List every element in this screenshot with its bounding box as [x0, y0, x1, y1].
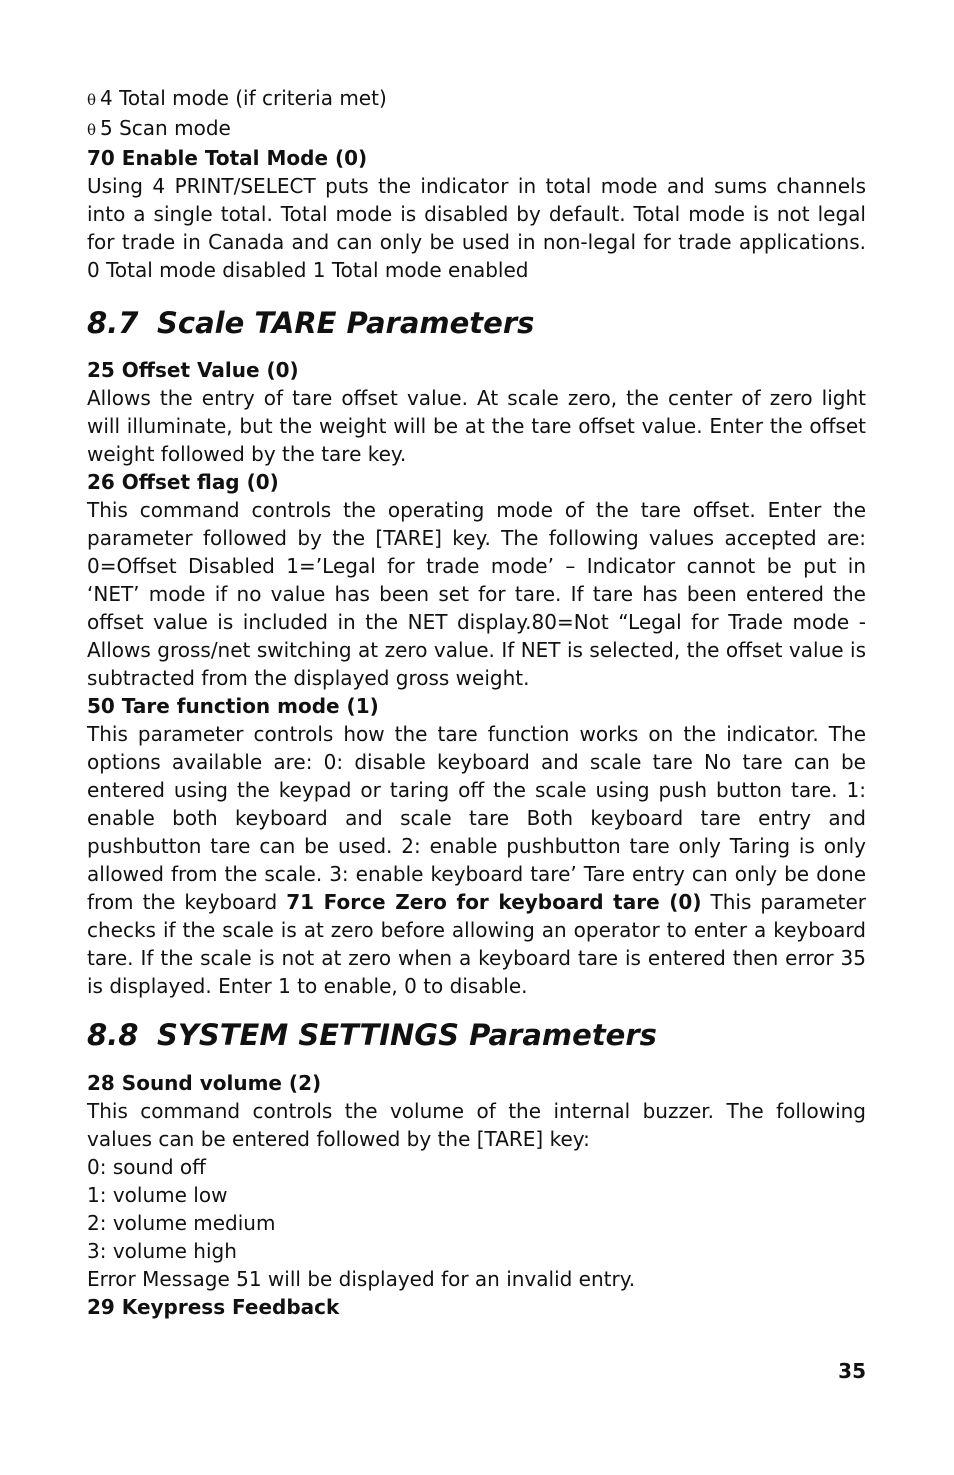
page-number: 35 [838, 1359, 866, 1383]
section-title: Scale TARE Parameters [157, 306, 535, 340]
section-title: SYSTEM SETTINGS Parameters [157, 1018, 657, 1052]
param-70-body: Using 4 PRINT/SELECT puts the indicator in total mode and sums channels into a single total. Total mode is disabled by default. Total mode is not legal for trade in Canada and can only be used in non-legal for trade applications. 0 Total mode disabled 1 Total mode enabled [87, 174, 866, 282]
document-page [87, 84, 866, 1321]
param-50-text: This parameter controls how the tare function works on the indicator. The options available are: 0: disable keyboard and scale tare No tare can be entered using the keypad or taring off the scale using push button tare. 1: enable both keyboard and scale tare Both keyboard tare entry and pushbutton tare can be used. 2: enable pushbutton tare only Taring is only allowed from the scale. 3: enable keyboard tare’ Tare entry can only be done from the keyboard [87, 722, 866, 914]
section-8-7-heading [87, 305, 866, 341]
param-25-body: Allows the entry of tare offset value. At scale zero, the center of zero light will illuminate, but the weight will be at the tare offset value. Enter the offset weight followed by the tare key. [87, 386, 866, 466]
param-26-heading: 26 Offset flag (0) [87, 470, 279, 494]
param-50-heading: 50 Tare function mode (1) [87, 694, 379, 718]
param-26-body: This command controls the operating mode of the tare offset. Enter the parameter followed by the [TARE] key. The following values accepted are: 0=Offset Disabled 1=’Legal for trade mode’ – Indicator cannot be put in ‘NET’ mode if no value has been set for tare. If tare has been entered the offset value is included in the NET display.80=Not “Legal for Trade mode - Allows gross/net switching at zero value. If NET is selected, the offset value is subtracted from the displayed gross weight. [87, 498, 866, 690]
param-28-body: This command controls the volume of the internal buzzer. The following values can be entered followed by the [TARE] key: [87, 1099, 866, 1151]
list-item-text: 5 Scan mode [100, 116, 231, 140]
section-8-8-heading [87, 1017, 866, 1053]
list-item [87, 84, 866, 114]
option-item: 1: volume low [87, 1183, 228, 1207]
param-29-heading: 29 Keypress Feedback [87, 1295, 340, 1319]
param-25-heading: 25 Offset Value (0) [87, 358, 299, 382]
bullet-symbol: θ [87, 91, 97, 109]
param-50-body [87, 720, 866, 1000]
option-item: 3: volume high [87, 1239, 237, 1263]
param-71-inline-heading: 71 Force Zero for keyboard tare (0) [286, 890, 702, 914]
option-item: 0: sound off [87, 1155, 206, 1179]
section-number: 8.8 [87, 1018, 139, 1052]
list-item-text: 4 Total mode (if criteria met) [100, 86, 387, 110]
error-message-note: Error Message 51 will be displayed for an invalid entry. [87, 1267, 636, 1291]
param-28-heading: 28 Sound volume (2) [87, 1071, 322, 1095]
option-item: 2: volume medium [87, 1211, 276, 1235]
param-70-heading: 70 Enable Total Mode (0) [87, 146, 368, 170]
param-71-text: This parameter checks if the scale is at zero before allowing an operator to enter a keyboard tare. If the scale is not at zero when a keyboard tare is entered then error 35 is displayed. Enter 1 to enable, 0 to disable. [87, 890, 866, 998]
bullet-symbol: θ [87, 121, 97, 139]
section-number: 8.7 [87, 306, 139, 340]
list-item [87, 114, 866, 144]
